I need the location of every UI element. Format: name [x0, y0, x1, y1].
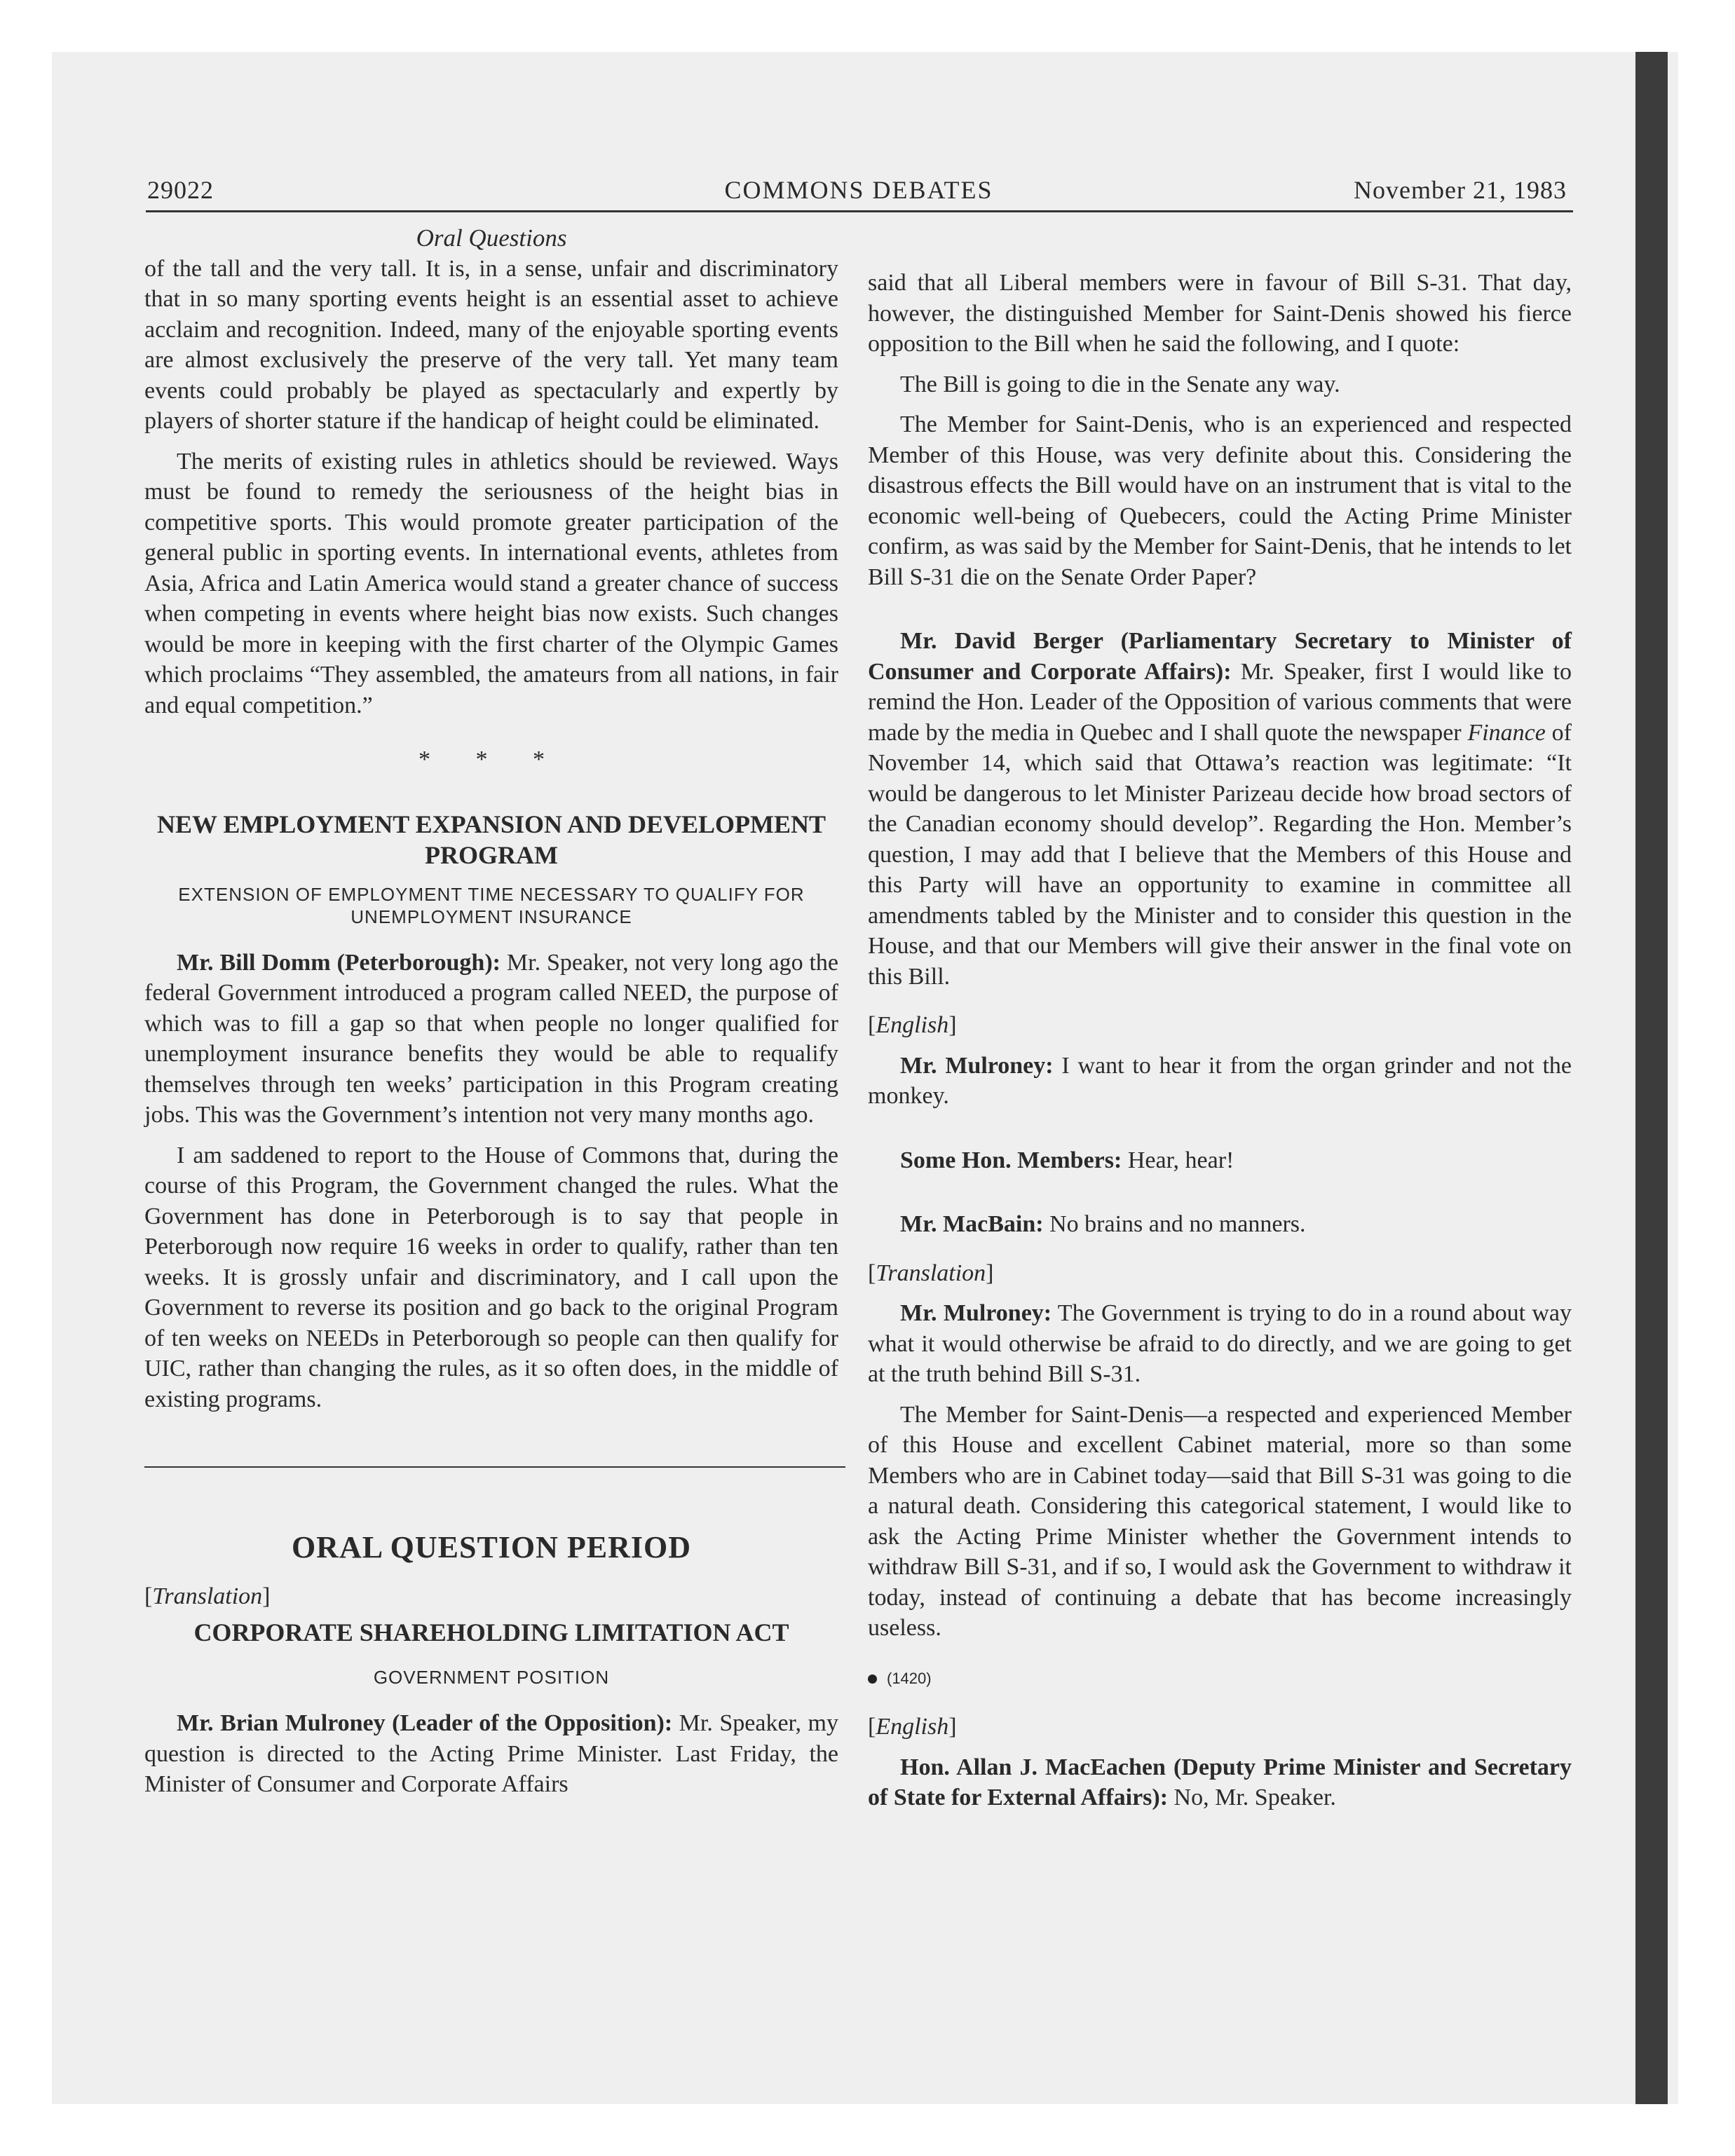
speech-paragraph — [144, 948, 838, 1131]
paragraph: The merits of existing rules in athletics should be reviewed. Ways must be found to remedy the seriousness of the height bias in competitive sports. This would promote greater participation of the general public in sporting events. In international events, athletes from Asia, Africa and Latin America would stand a greater chance of success when competing in events where height bias now exists. Such changes would be more in keeping with the first charter of the Olympic Games which proclaims “They assembled, the amateurs from all nations, in fair and equal competition.” — [144, 448, 838, 718]
speaker-name: Mr. Bill Domm (Peterborough): — [177, 949, 501, 976]
speech-text: Mr. Speaker, not very long ago the federal Government introduced a program called NEED, the purpose of which was to fill a gap so that when people no longer qualified for unemployment insurance benefits they would be able to requalify themselves through ten weeks’ participation in this Program creating jobs. This was the Government’s intention not very many months ago. — [144, 949, 838, 1128]
language-tag: [English] — [868, 1012, 957, 1038]
speech-text: Mr. Speaker, my question is directed to the Acting Prime Minister. Last Friday, the Minister of Consumer and Corporate Affairs — [144, 1710, 838, 1797]
speech-paragraph — [144, 1708, 838, 1800]
language-tag-text: Translation — [876, 1260, 986, 1286]
block-quote: The Bill is going to die in the Senate any way. — [900, 371, 1340, 397]
act-heading: CORPORATE SHAREHOLDING LIMITATION ACT — [193, 1618, 789, 1646]
speech-text: Mr. Speaker, first I would like to remind the Hon. Leader of the Opposition of various comments that were made by the media in Quebec and I shall quote the newspaper — [868, 658, 1572, 746]
section-separator: * * * — [419, 746, 564, 772]
paragraph: The Member for Saint-Denis, who is an experienced and respected Member of this House, was very definite about this. Considering the disastrous effects the Bill would have on an instrument that is vital to the economic well-being of Quebecers, could the Acting Prime Minister confirm, as was said by the Member for Saint-Denis, that he intends to let Bill S-31 die on the Senate Order Paper? — [868, 411, 1572, 590]
speech-text: of November 14, which said that Ottawa’s reaction was legitimate: “It would be dangerous to let Minister Parizeau decide how broad sectors of the Canadian economy should develop”. Regarding the Hon. Member’s question, I may add that I believe that the Members of this House and this Party will have an opportunity to examine in committee all amendments tabled by the Minister and to consider this question in the House, and that our Members will give their answer in the final vote on this Bill. — [868, 719, 1572, 990]
language-tag-text: English — [876, 1714, 949, 1740]
section-heading: NEW EMPLOYMENT EXPANSION AND DEVELOPMENT PROGRAM — [156, 810, 826, 869]
speaker-name: Hon. Allan J. MacEachen (Deputy Prime Minister and Secretary of State for External Affairs): — [868, 1754, 1572, 1810]
language-tag: [English] — [868, 1714, 957, 1740]
speech-paragraph — [868, 1145, 1572, 1176]
speaker-name: Mr. David Berger (Parliamentary Secretary to Minister of Consumer and Corporate Affairs): — [868, 628, 1572, 685]
paragraph: of the tall and the very tall. It is, in a sense, unfair and discriminatory that in so many sporting events height is an essential asset to achieve acclaim and recognition. Indeed, many of the enjoyable sporting events are almost exclusively the preserve of the very tall. Yet many team events could probably be played as spectacularly and expertly by players of shorter stature if the handicap of height could be eliminated. — [144, 255, 838, 434]
speech-text: No, Mr. Speaker. — [1168, 1785, 1336, 1810]
left-column — [144, 223, 838, 1800]
paragraph: said that all Liberal members were in favour of Bill S-31. That day, however, the distinguished Member for Saint-Denis showed his fierce opposition to the Bill when he said the following, and I quote: — [868, 270, 1572, 357]
issue-date: November 21, 1983 — [1354, 176, 1567, 204]
speech-paragraph — [868, 1209, 1572, 1240]
speaker-name: Some Hon. Members: — [900, 1147, 1122, 1173]
newspaper-title: Finance — [1467, 719, 1546, 746]
act-subheading: GOVERNMENT POSITION — [373, 1667, 610, 1688]
speech-paragraph — [868, 626, 1572, 992]
speech-paragraph — [868, 1051, 1572, 1112]
language-tag: [Translation] — [144, 1583, 271, 1609]
speaker-name: Mr. Mulroney: — [900, 1300, 1052, 1326]
right-column — [868, 268, 1572, 1813]
language-tag-text: Translation — [152, 1583, 263, 1609]
header-rule — [146, 210, 1573, 212]
speaker-name: Mr. MacBain: — [900, 1211, 1044, 1237]
time-marker — [868, 1663, 1572, 1694]
speaker-name: Mr. Mulroney: — [900, 1052, 1054, 1079]
scan-edge-bar — [1635, 52, 1668, 2104]
paragraph: I am saddened to report to the House of Commons that, during the course of this Program, the Government changed the rules. What the Government has done in Peterborough is to say that people in Peterborough now require 16 weeks in order to qualify, rather than ten weeks. It is grossly unfair and discriminatory, and I call upon the Government to reverse its position and go back to the original Program of ten weeks on NEEDs in Peterborough so people can then qualify for UIC, rather than changing the rules, as it so often does, in the middle of existing programs. — [144, 1142, 838, 1412]
speech-text: The Government is trying to do in a round about way what it would otherwise be afraid to do directly, and we are going to get at the truth behind Bill S-31. — [868, 1300, 1572, 1387]
language-tag-text: English — [876, 1012, 949, 1038]
speech-paragraph — [868, 1752, 1572, 1813]
speech-text: I want to hear it from the organ grinder and not the monkey. — [868, 1052, 1572, 1109]
page-number: 29022 — [147, 176, 214, 204]
period-heading: ORAL QUESTION PERIOD — [291, 1530, 692, 1564]
speaker-name: Mr. Brian Mulroney (Leader of the Opposition): — [177, 1710, 673, 1736]
speech-paragraph — [868, 1298, 1572, 1390]
publication-title: COMMONS DEBATES — [724, 176, 993, 204]
section-rule — [144, 1466, 845, 1468]
running-head: Oral Questions — [416, 224, 567, 252]
paragraph: The Member for Saint-Denis—a respected and experienced Member of this House and excellent Cabinet material, more so than some Members who are in Cabinet today—said that Bill S-31 was going to die a natural death. Considering this categorical statement, I would like to ask the Acting Prime Minister whether the Government intends to withdraw Bill S-31, and if so, I would ask the Government to withdraw it today, instead of continuing a debate that has become increasingly useless. — [868, 1401, 1572, 1641]
speech-text: No brains and no manners. — [1043, 1211, 1306, 1237]
bullet-icon — [868, 1674, 877, 1684]
section-subheading: EXTENSION OF EMPLOYMENT TIME NECESSARY TO QUALIFY FOR UNEMPLOYMENT INSURANCE — [178, 883, 805, 927]
language-tag: [Translation] — [868, 1260, 994, 1286]
speech-text: Hear, hear! — [1122, 1147, 1234, 1173]
time-marker-text: (1420) — [887, 1669, 932, 1687]
